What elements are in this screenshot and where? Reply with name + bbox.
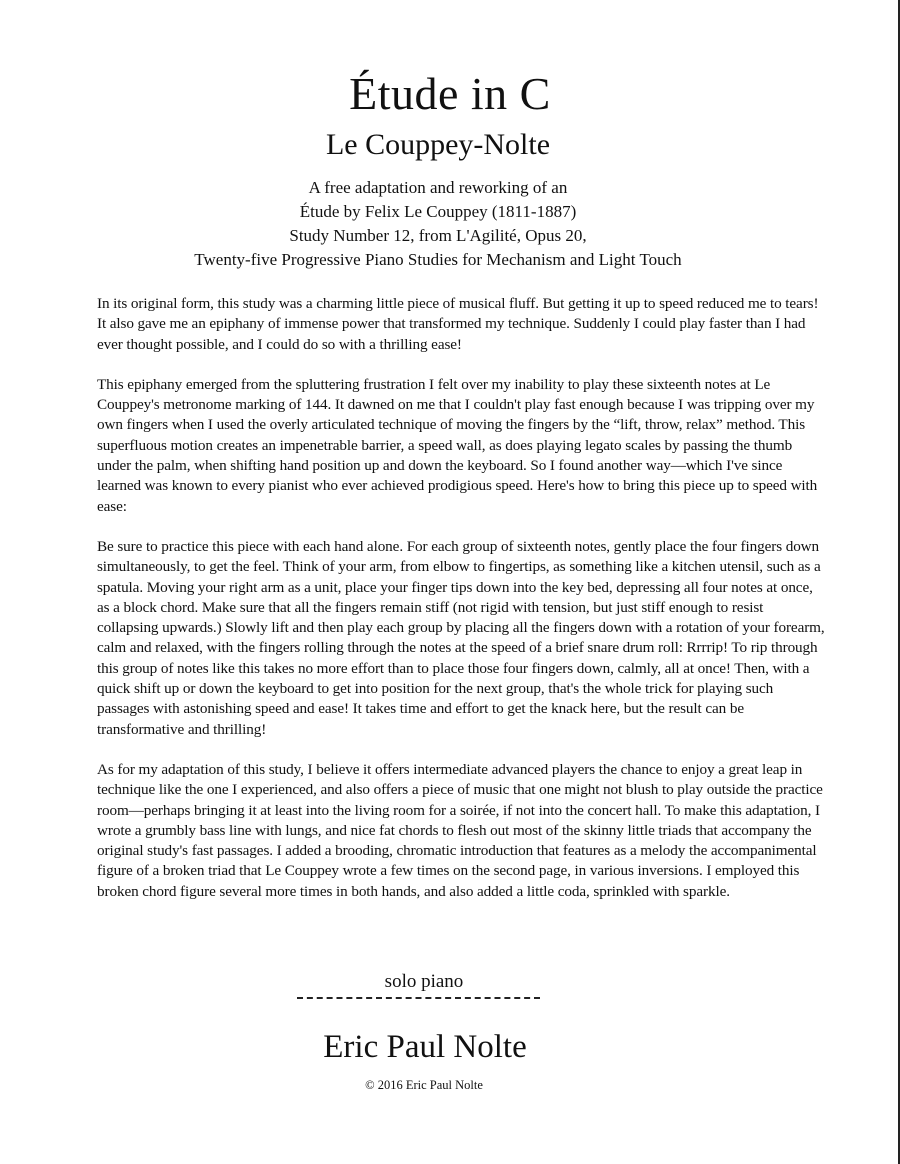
notes-paragraph: This epiphany emerged from the spluttering frustration I felt over my inability to play these sixteenth notes at Le Couppey's metronome marking of 144. It dawned on me that I couldn't play fast enough because I was tripping over my own fingers when I used the overly articulated technique of moving the fingers by the “lift, throw, relax” method. This superfluous motion creates an impenetrable barrier, a speed wall, as does playing legato scales by passing the thumb under the palm, when shifting hand position up and down the keyboard. So I found another way—which I've since learned was known to every pianist who ever achieved prodigious speed. Here's how to bring this piece up to speed with ease: — [97, 375, 818, 515]
adaptation-credit — [0, 176, 876, 272]
page-title: Étude in C — [349, 68, 551, 119]
credit-line: Twenty-five Progressive Piano Studies for Mechanism and Light Touch — [194, 250, 682, 269]
credit-line: Study Number 12, from L'Agilité, Opus 20, — [289, 226, 587, 245]
credit-line: A free adaptation and reworking of an — [308, 178, 568, 197]
instrumentation-label: solo piano — [384, 971, 464, 992]
notes-paragraph: In its original form, this study was a charming little piece of musical fluff. But getting it up to speed reduced me to tears! It also gave me an epiphany of immense power that transformed my technique. Suddenly I could play faster than I had ever thought possible, and I could do so with a thrilling ease! — [97, 295, 819, 353]
notes-paragraph: Be sure to practice this piece with each hand alone. For each group of sixteenth notes, gently place the four fingers down simultaneously, to get the feel. Think of your arm, from elbow to fingertips, as something like a kitchen utensil, such as a spatula. Moving your right arm as a unit, place your finger tips down into the key bed, depressing all four notes at once, as a block chord. Make sure that all the fingers remain stiff (not rigid with tension, but just stiff enough to resist collapsing upwards.) Slowly lift and then play each group by placing all the fingers down with a rotation of your forearm, calm and relaxed, with the fingers rolling through the notes at the speed of a brief snare drum roll: Rrrrip! To rip through this group of notes like this takes no more effort than to place those four fingers down, calmly, all at once! Then, with a quick shift up or down the keyboard to get into position for the next group, that's the whole trick for playing such passages with astonishing speed and ease! It takes time and effort to get the knack here, but the result can be transformative and thrilling! — [97, 537, 825, 738]
dashed-divider — [297, 997, 540, 999]
credit-line: Étude by Felix Le Couppey (1811-1887) — [299, 202, 577, 221]
composer-name: Eric Paul Nolte — [323, 1029, 527, 1065]
copyright-notice: © 2016 Eric Paul Nolte — [365, 1078, 483, 1092]
program-notes — [97, 294, 825, 922]
notes-paragraph: As for my adaptation of this study, I believe it offers intermediate advanced players the chance to enjoy a great leap in technique like the one I experienced, and also offers a piece of music that one might not blush to play outside the practice room—perhaps bringing it at least into the living room for a soirée, if not into the concert hall. To make this adaptation, I wrote a grumbly bass line with lungs, and nice fat chords to flesh out most of the skinny little triads that accompany the original study's fast passages. I added a brooding, chromatic introduction that features as a melody the accompanimental figure of a broken triad that Le Couppey wrote a few times on the second page, in various inversions. I employed this broken chord figure several more times in both hands, and also added a little coda, sprinkled with sparkle. — [97, 760, 823, 900]
page-subtitle: Le Couppey-Nolte — [325, 128, 551, 161]
